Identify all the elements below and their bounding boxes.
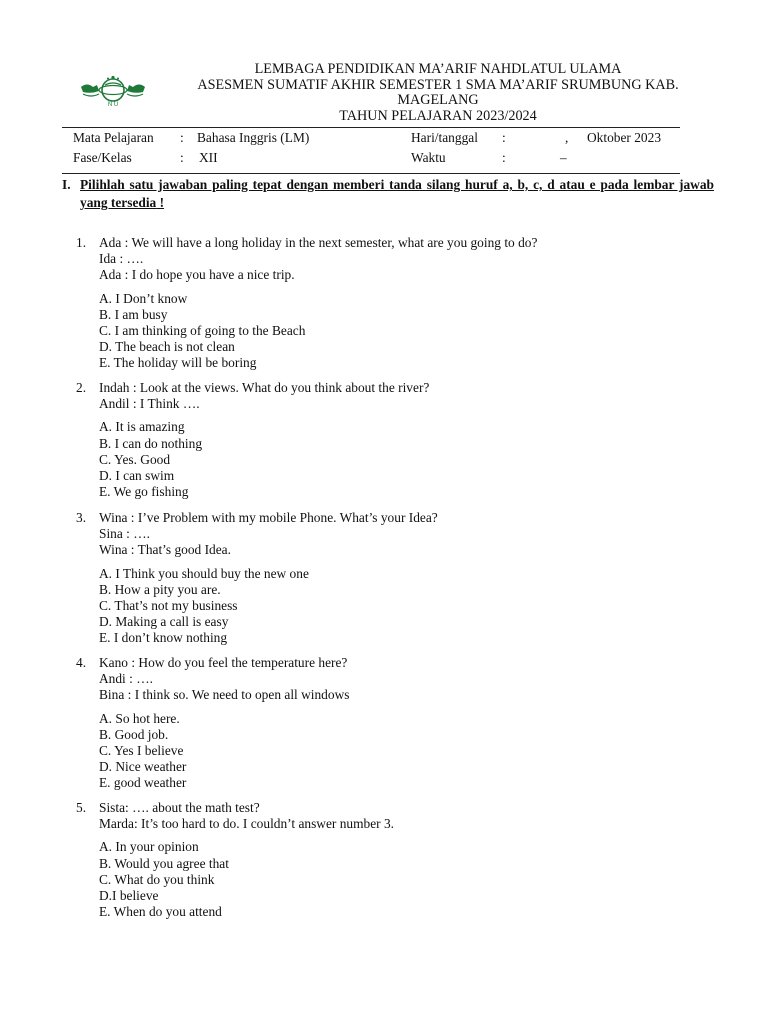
dialogue-line: Wina : That’s good Idea. (99, 542, 231, 558)
date-label: Hari/tanggal (411, 130, 478, 145)
instruction-text: Pilihlah satu jawaban paling tepat dengan memberi tanda silang huruf a, b, c, d atau e pada lembar jawab yang tersedia (80, 177, 714, 210)
dialogue-line: Andil : I Think …. (99, 396, 200, 412)
answer-option: D. Nice weather (99, 759, 187, 775)
dialogue-line: Ada : We will have a long holiday in the next semester, what are you going to do? (99, 235, 538, 250)
date-comma: , (565, 130, 569, 145)
answer-options (99, 711, 699, 792)
answer-options (99, 291, 699, 372)
answer-option: C. What do you think (99, 871, 215, 887)
answer-option: A. I Think you should buy the new one (99, 565, 309, 581)
dialogue-line: Sista: …. about the math test? (99, 800, 260, 815)
answer-option: D. Making a call is easy (99, 614, 229, 630)
question-number: 2. (76, 380, 87, 395)
question-number: 1. (76, 235, 87, 250)
subject-value: Bahasa Inggris (LM) (197, 130, 310, 145)
answer-option: E. good weather (99, 775, 187, 791)
subject-colon: : (180, 130, 184, 145)
answer-option: D. The beach is not clean (99, 339, 235, 355)
answer-option: C. That’s not my business (99, 598, 238, 614)
answer-option: E. When do you attend (99, 904, 222, 920)
time-label: Waktu (411, 150, 446, 165)
dialogue-line: Kano : How do you feel the temperature here? (99, 655, 348, 670)
date-value: Oktober 2023 (587, 130, 662, 145)
academic-year: TAHUN PELAJARAN 2023/2024 (339, 107, 537, 124)
time-colon: : (502, 150, 506, 165)
logo-text: N U (107, 102, 119, 108)
question-number: 4. (76, 655, 87, 670)
answer-option: B. I am busy (99, 306, 168, 322)
answer-option: C. Yes I believe (99, 743, 184, 759)
dialogue-line: Indah : Look at the views. What do you think about the river? (99, 380, 430, 395)
answer-option: A. It is amazing (99, 419, 185, 435)
answer-option: E. I don’t know nothing (99, 630, 228, 646)
answer-options (99, 419, 699, 500)
answer-option: A. So hot here. (99, 710, 180, 726)
question-number: 5. (76, 800, 87, 815)
exam-title-location: MAGELANG (397, 92, 479, 109)
document-header (168, 62, 708, 124)
answer-options (99, 566, 699, 647)
dialogue-line: Ida : …. (99, 251, 144, 267)
answer-option: A. In your opinion (99, 839, 199, 855)
date-colon: : (502, 130, 506, 145)
instruction-suffix: ! (156, 195, 165, 210)
answer-option: B. Would you agree that (99, 855, 229, 871)
answer-option: C. Yes. Good (99, 451, 171, 467)
exam-info-table (62, 127, 680, 174)
answer-option: D. I can swim (99, 468, 175, 484)
institution-name: LEMBAGA PENDIDIKAN MA’ARIF NAHDLATUL ULAMA (254, 61, 622, 77)
answer-option: E. We go fishing (99, 484, 189, 500)
class-label: Fase/Kelas (73, 150, 132, 165)
answer-option: C. I am thinking of going to the Beach (99, 323, 306, 339)
answer-option: B. How a pity you are. (99, 581, 221, 597)
dialogue-line: Wina : I’ve Problem with my mobile Phone. What’s your Idea? (99, 510, 438, 525)
class-value: XII (199, 150, 218, 165)
dialogue-line: Andi : …. (99, 671, 153, 687)
exam-title: ASESMEN SUMATIF AKHIR SEMESTER 1 SMA MA’ARIF SRUMBUNG KAB. (197, 76, 679, 93)
answer-option: B. Good job. (99, 726, 169, 742)
answer-option: B. I can do nothing (99, 435, 203, 451)
subject-label: Mata Pelajaran (73, 130, 154, 145)
section-number: I. (62, 177, 71, 192)
dialogue-line: Sina : …. (99, 526, 150, 542)
class-colon: : (180, 150, 184, 165)
nahdlatul-ulama-logo (79, 74, 147, 108)
answer-options (99, 839, 699, 920)
time-value: – (560, 150, 567, 165)
answer-option: E. The holiday will be boring (99, 355, 257, 371)
question-number: 3. (76, 510, 87, 525)
dialogue-line: Marda: It’s too hard to do. I couldn’t answer number 3. (99, 816, 395, 832)
answer-option: D.I believe (99, 888, 159, 904)
answer-option: A. I Don’t know (99, 290, 188, 306)
dialogue-line: Ada : I do hope you have a nice trip. (99, 267, 295, 283)
dialogue-line: Bina : I think so. We need to open all windows (99, 687, 350, 703)
